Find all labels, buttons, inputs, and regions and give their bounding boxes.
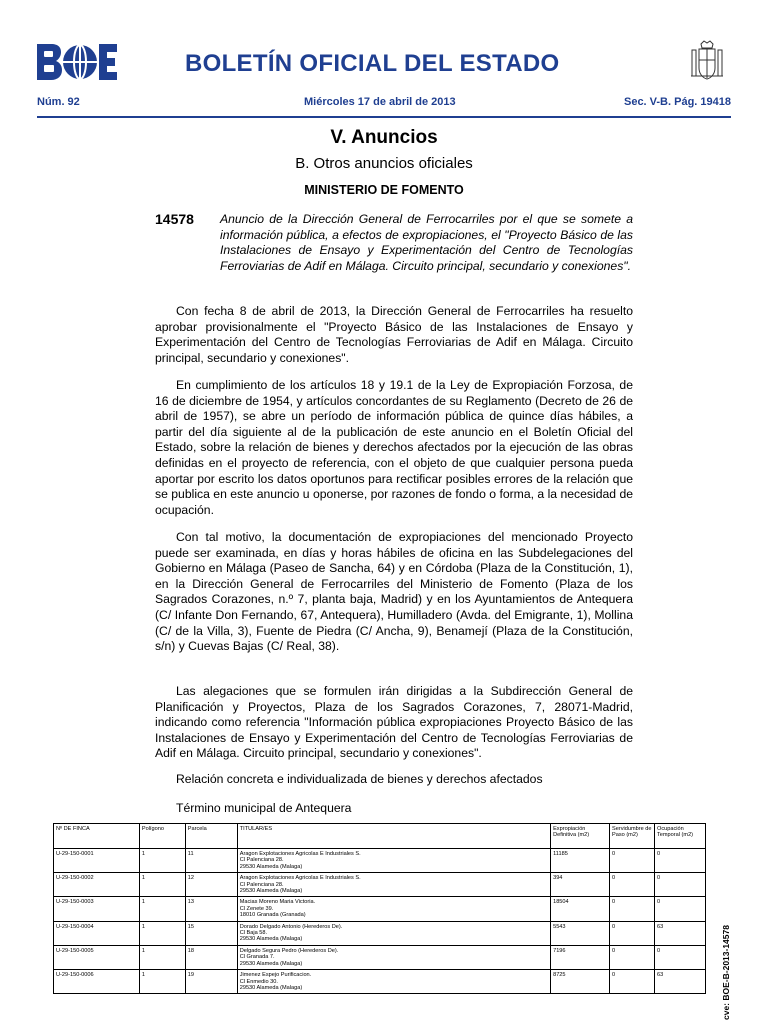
titular-city: 29530 Alameda (Malaga) <box>239 863 303 870</box>
table-header-row <box>54 824 706 849</box>
paragraph-text: Con fecha 8 de abril de 2013, la Dirección General de Ferrocarriles ha resuelto aprobar provisionalmente el "Proyecto Básico de las Instalaciones de Ensayo y Experimentación del Centro de Tecnologías Ferroviarias de Adif en Málaga. Circuito principal, secundario y conexiones". <box>155 304 633 365</box>
header-divider <box>37 116 731 118</box>
expropiacion-cell: 18504 <box>551 897 610 921</box>
titular-cell <box>237 873 550 897</box>
finca-cell: U-29-150-0006 <box>54 970 140 994</box>
coat-of-arms-icon <box>689 40 725 82</box>
titular-cell <box>237 970 550 994</box>
paragraph <box>155 772 633 788</box>
ocupacion-cell: 0 <box>654 945 705 969</box>
titular-name: Dorado Delgado Antonio (Herederos De). <box>239 923 343 930</box>
parcela-cell: 11 <box>185 849 237 873</box>
paragraph-text: En cumplimiento de los artículos 18 y 19.1 de la Ley de Expropiación Forzosa, de 16 de diciembre de 1954, y artículos concordantes de su Reglamento (Decreto de 26 de abril de 1957), se abre un período de información pública de quince días hábiles, a partir del día siguiente al de la publicación de este anuncio en el Boletín Oficial del Estado, sobre la relación de bienes y derechos afectados por la ejecución de las obras definidas en el proyecto de referencia, con el objeto de que cualquier persona pueda aportar por escrito los datos oportunos para rectificar posibles errores de la relación que se publica en este anuncio u oponerse, por razones de fondo o forma, a la necesidad de ocupación. <box>155 378 633 517</box>
poligono-cell: 1 <box>139 873 185 897</box>
servidumbre-cell: 0 <box>610 897 655 921</box>
ocupacion-cell: 0 <box>654 849 705 873</box>
paragraph-text: Con tal motivo, la documentación de expropiaciones del mencionado Proyecto puede ser examinada, en días y horas hábiles de oficina en las Subdelegaciones del Gobierno en Málaga (Paseo de Sancha, 64) y en Córdoba (Plaza de la Constitución, 1), en la Dirección General de Ferrocarriles del Ministerio de Fomento (Plaza de los Sagrados Corazones, n.º 7, planta baja, Madrid) y en los Ayuntamientos de Antequera (C/ Infante Don Fernando, 67, Antequera), Humilladero (Avda. del Emigrante, 1), Mollina (C/ de la Villa, 3), Fuente de Piedra (C/ Ancha, 9), Benamejí (Plaza de la Constitución, s/n) y Cuevas Bajas (C/ Real, 38). <box>155 530 633 654</box>
servidumbre-cell: 0 <box>610 945 655 969</box>
titular-name: Jimenez Espejo Purificacion. <box>239 972 312 979</box>
titular-city: 18010 Granada (Granada) <box>239 912 306 919</box>
section-heading: V. Anuncios <box>330 127 438 148</box>
ocupacion-cell: 0 <box>654 897 705 921</box>
table-row <box>54 849 706 873</box>
titular-cell <box>237 921 550 945</box>
ocupacion-cell: 0 <box>654 873 705 897</box>
column-header: Expropiación Definitiva (m2) <box>551 824 610 849</box>
finca-cell: U-29-150-0001 <box>54 849 140 873</box>
servidumbre-cell: 0 <box>610 921 655 945</box>
finca-cell: U-29-150-0003 <box>54 897 140 921</box>
titular-address: Cl Zenete 39. <box>239 905 274 912</box>
finca-cell: U-29-150-0002 <box>54 873 140 897</box>
column-header: Nº DE FINCA <box>54 824 140 849</box>
boe-logo-icon <box>37 44 117 80</box>
subsection-heading: B. Otros anuncios oficiales <box>295 155 473 172</box>
header <box>37 40 731 84</box>
paragraph-text: Término municipal de Antequera <box>176 801 352 815</box>
site-title: BOLETÍN OFICIAL DEL ESTADO <box>185 50 560 77</box>
announcement-number: 14578 <box>155 211 194 227</box>
titular-cell <box>237 849 550 873</box>
parcela-cell: 15 <box>185 921 237 945</box>
table-row <box>54 897 706 921</box>
titular-name: Macias Moreno Maria Victoria. <box>239 899 316 906</box>
servidumbre-cell: 0 <box>610 970 655 994</box>
parcela-cell: 18 <box>185 945 237 969</box>
titular-city: 29530 Alameda (Malaga) <box>239 984 303 991</box>
ocupacion-cell: 63 <box>654 970 705 994</box>
finca-cell: U-29-150-0005 <box>54 945 140 969</box>
expropiacion-cell: 7196 <box>551 945 610 969</box>
servidumbre-cell: 0 <box>610 849 655 873</box>
servidumbre-cell: 0 <box>610 873 655 897</box>
parcels-table <box>53 823 706 994</box>
titular-address: Cl Enmedio 30. <box>239 978 278 985</box>
paragraph-text: Las alegaciones que se formulen irán dirigidas a la Subdirección General de Planificación y Proyectos, Plaza de los Sagrados Corazones, 7, 28071-Madrid, indicando como referencia "Información pública expropiaciones Proyecto Básico de las Instalaciones de Ensayo y Experimentación del Centro de Tecnologías Ferroviarias de Adif en Málaga. Circuito principal, secundario y conexiones". <box>155 684 633 761</box>
titular-city: 29530 Alameda (Malaga) <box>239 936 303 943</box>
column-header: Parcela <box>185 824 237 849</box>
parcela-cell: 19 <box>185 970 237 994</box>
poligono-cell: 1 <box>139 970 185 994</box>
titular-address: Cl Baja 58. <box>239 930 268 937</box>
poligono-cell: 1 <box>139 921 185 945</box>
cve-code: cve: BOE-B-2013-14578 <box>721 925 731 1020</box>
ocupacion-cell: 63 <box>654 921 705 945</box>
paragraph <box>155 684 633 762</box>
titular-city: 29530 Alameda (Malaga) <box>239 888 303 895</box>
titular-cell <box>237 897 550 921</box>
section-page: Sec. V-B. Pág. 19418 <box>623 96 731 108</box>
paragraph <box>155 378 633 518</box>
titular-name: Aragon Explotaciones Agricolas E Industriales S. <box>239 875 361 882</box>
titular-name: Aragon Explotaciones Agricolas E Industriales S. <box>239 851 361 857</box>
issue-meta <box>37 96 731 112</box>
issue-date: Miércoles 17 de abril de 2013 <box>304 96 456 108</box>
titular-city: 29530 Alameda (Malaga) <box>239 960 303 967</box>
table-row <box>54 970 706 994</box>
poligono-cell: 1 <box>139 849 185 873</box>
column-header: Servidumbre de Paso (m2) <box>610 824 655 849</box>
paragraph <box>155 801 633 817</box>
paragraph-text: Relación concreta e individualizada de bienes y derechos afectados <box>176 772 543 786</box>
expropiacion-cell: 8725 <box>551 970 610 994</box>
titular-address: Cl Palenciana 28. <box>239 857 284 864</box>
table-row <box>54 921 706 945</box>
announcement-title: Anuncio de la Dirección General de Ferrocarriles por el que se somete a información pública, a efectos de expropiaciones, el "Proyecto Básico de las Instalaciones de Ensayo y Experimentación del Centro de Tecnologías Ferroviarias de Adif en Málaga. Circuito principal, secundario y conexiones". <box>220 212 633 273</box>
expropiacion-cell: 394 <box>551 873 610 897</box>
poligono-cell: 1 <box>139 945 185 969</box>
expropiacion-cell: 5543 <box>551 921 610 945</box>
titular-name: Delgado Segura Pedro (Herederos De). <box>239 947 339 954</box>
finca-cell: U-29-150-0004 <box>54 921 140 945</box>
table-row <box>54 873 706 897</box>
column-header: Ocupación Temporal (m2) <box>654 824 705 849</box>
titular-cell <box>237 945 550 969</box>
paragraph <box>155 304 633 366</box>
poligono-cell: 1 <box>139 897 185 921</box>
column-header: Polígono <box>139 824 185 849</box>
table-row <box>54 945 706 969</box>
expropiacion-cell: 11185 <box>551 849 610 873</box>
ministry-heading: MINISTERIO DE FOMENTO <box>304 183 464 197</box>
issue-number: Núm. 92 <box>37 96 80 108</box>
titular-address: Cl Granada 7. <box>239 954 275 961</box>
column-header: TITULAR/ES <box>237 824 550 849</box>
parcela-cell: 13 <box>185 897 237 921</box>
paragraph <box>155 530 633 655</box>
parcela-cell: 12 <box>185 873 237 897</box>
titular-address: Cl Palenciana 28. <box>239 881 284 888</box>
